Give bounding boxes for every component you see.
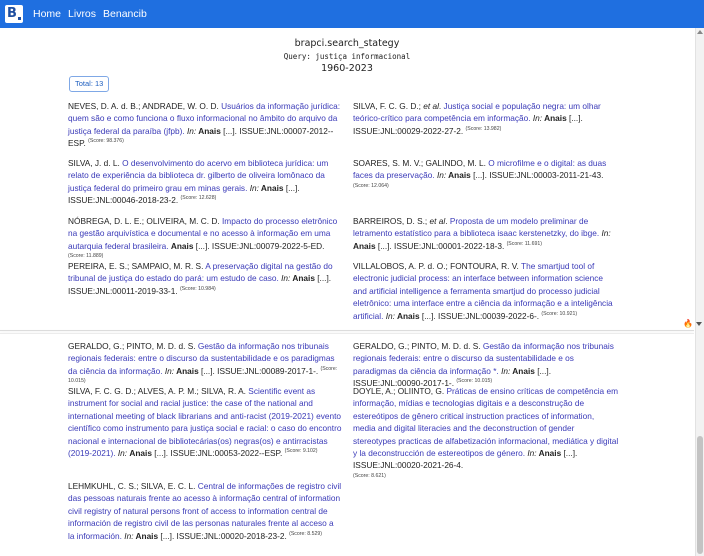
result-authors: SOARES, S. M. V.; GALINDO, M. L. [353,158,489,168]
result-score: (Score: 9.102) [284,448,318,455]
result-title-link[interactable]: The smartjud tool of electronic judicial process: an interface between information science and artificial intelligence a ferramenta smartjud do processo judicial eletrônico: uma interface entre a ciência da informação e a inteligência artificial. [353,261,613,321]
result-title-link[interactable]: Impacto do processo eletrônico na gestão arquivística e documental e no acesso à informação em uma autarquia federal brasileira. [68,216,338,251]
result-in: In: [501,365,511,376]
result-authors: LEHMKUHL, C. S.; SILVA, E. C. L. [68,481,198,491]
result-score: (Score: 10.015) [68,366,338,385]
result-authors: VILLALOBOS, A. P. d. O.; FONTOURA, R. V. [353,261,522,271]
result-issue: [...]. ISSUE:JNL:00089-2017-1-. [198,365,319,376]
result-issue: [...]. ISSUE:JNL:00003-2011-21-43. [470,170,604,181]
page-scrollbar[interactable] [695,28,704,556]
result-score: (Score: 8.529) [289,530,322,537]
result-score: (Score: 10.015) [456,378,493,385]
result-title-link[interactable]: Scientific event as instrument for social and racial justice: the case of the national and international meeting of black librarians and anti-racist (2019-2021) evento científico como instrumento para justiça social e racial: o caso do encontro nacional e internacional de bibliotecárias(os) negras(os) e antirracistas (2019-2021). [68,386,342,459]
result-in: In: [436,170,447,181]
result-in: In: [117,448,128,459]
search-strategy-title: brapci.search_stategy [294,38,400,49]
total-results-button[interactable]: Total: 13 [69,76,109,92]
result-source: Anais [353,240,376,251]
result-score: (Score: 10.921) [541,310,578,317]
result-item [68,480,342,542]
result-authors: GERALDO, G.; PINTO, M. D. d. S. [353,341,483,351]
result-in: In: [385,310,395,321]
years-range: 1960-2023 [321,63,373,74]
result-in: In: [187,125,197,136]
result-authors: SILVA, J. d. L. [68,158,123,168]
top-navbar [0,0,704,28]
query-text: Query: justiça informacional [283,52,411,61]
result-issue: [...]. ISSUE:JNL:00029-2022-27-2. [353,113,583,136]
result-score: (Score: 98.376) [88,138,124,145]
result-item [68,260,342,297]
result-issue: [...]. ISSUE:JNL:00039-2022-6-. [419,310,540,321]
result-authors: SILVA, F. C. G. D.; [353,101,424,111]
result-item [68,340,342,390]
result-in: In: [527,448,537,459]
result-source: Anais [510,365,535,376]
result-authors: DOYLE, A.; OLIINTO, G. [353,386,447,396]
result-title-link[interactable]: Central de informações de registro civil das pessoas naturais frente ao acesso à informação central of information civil registry of natural persons front of access to information central de información de registro civil de las personas naturales frente al acceso a la información. [68,481,342,541]
result-in: In: [249,182,259,193]
logo-dot [18,17,21,20]
caret-down-icon[interactable] [696,322,702,326]
result-issue: [...]. ISSUE:JNL:00020-2018-23-2. [158,530,287,541]
result-item [353,157,619,194]
result-issue: [...]. ISSUE:JNL:00079-2022-5-ED. [193,240,325,251]
logo-letter: B [7,6,17,21]
nav-home[interactable]: Home [33,8,62,20]
result-source: Anais [170,240,194,251]
result-title-link[interactable]: O microfilme e o digital: as duas faces da preservação. [353,158,607,181]
result-issue: [...]. ISSUE:JNL:00090-2017-1-. [353,365,552,389]
result-score: (Score: 11.691) [506,241,542,248]
result-score: (Score: 12.064) [353,183,389,190]
scroll-thumb[interactable] [697,436,703,554]
nav-benancib[interactable]: Benancib [103,8,147,20]
result-item [68,157,342,207]
result-item: SILVA, F. C. G. D.; et al. Justiça social e população negra: um olhar teórico-crítico para competência em informação. In: Anais [...]. ISSUE:JNL:00029-2022-27-2. $^{(Score: 13.982)}$ [353,101,601,136]
result-etal: et al [423,101,439,111]
result-in: In: [124,530,134,541]
result-in: In: [281,273,291,284]
result-score: (Score: 8.621) [353,472,386,479]
brapci-logo[interactable] [5,5,23,23]
result-title-link[interactable]: Usuários da informação jurídica: quem são e como funciona o fluxo informacional no âmbito do arquivo da justiça federal da paraíba (jfpb). [68,101,341,136]
result-source: Anais [174,365,199,376]
result-issue: [...]. ISSUE:JNL:00001-2022-18-3. [375,240,505,251]
result-item [353,385,619,480]
result-score: (Score: 12.628) [180,195,217,202]
section-divider-shadow [0,333,694,334]
result-in: In: [164,365,175,376]
result-source: Anais [536,448,562,459]
result-authors: NÓBREGA, D. L. E.; OLIVEIRA, M. C. D. [68,216,222,226]
result-title-link[interactable]: Práticas de ensino críticas de competência em informação, mídias e tecnologias digitais e a desconstrução de estereótipos de gênero critical instruction practices of information, media and digital literacies and the deconstruction of gender stereotypes practicas de alfabetización informacional, mediática y digital y la deconstrucción de estereotipos de género. [353,386,619,459]
result-score: (Score: 13.982) [465,126,502,133]
result-source: Anais [196,125,221,136]
result-title-link[interactable]: Gestão da informação nos tribunais regionais federais: entre o discurso da sustentabilidade e os paradigmas da ciência da informação *. [353,341,614,376]
nav-livros[interactable]: Livros [68,8,97,20]
result-item [68,385,342,459]
result-in: In: [532,113,543,124]
section-divider [0,330,694,331]
result-source: Anais [129,448,152,459]
result-source: Anais [133,530,159,541]
result-authors: BARREIROS, D. S.; [353,216,430,226]
result-authors: GERALDO, G.; PINTO, M. D. d. S. [68,341,198,351]
scroll-up-icon[interactable] [697,30,703,34]
result-item [68,215,342,265]
result-issue: [...]. ISSUE:JNL:00046-2018-23-2. [68,182,300,206]
result-item [68,100,342,150]
result-authors: SILVA, F. C. G. D.; ALVES, A. P. M.; SILVA, R. A. [68,386,249,396]
result-title-link[interactable]: Justiça social e população negra: um olhar teórico-crítico para competência em informação. [353,101,601,124]
result-title-link[interactable]: Proposta de um modelo preliminar de letramento estatístico para a biblioteca isaac kerstenetzky, do ibge. [353,216,600,239]
result-item [353,340,619,390]
result-issue: [...]. ISSUE:JNL:00053-2022--ESP. [151,448,283,459]
result-title-link[interactable]: A preservação digital na gestão do tribunal de justiça do estado do pará: um estudo de caso. [68,261,333,284]
result-authors: PEREIRA, E. S.; SAMPAIO, M. R. S. [68,261,206,271]
result-item [353,260,619,322]
result-title-link[interactable]: O desenvolvimento do acervo em biblioteca jurídica: um relato de experiência da biblioteca dr. gilberto de oliveira lomônaco da justiça federal do primeiro grau em minas gerais. [68,158,329,193]
result-source: Anais [290,273,315,284]
result-in: In: [601,228,611,239]
result-source: Anais [394,310,420,321]
result-source: Anais [258,182,284,193]
result-score: (Score: 11.889) [68,253,104,260]
result-source: Anais [446,170,471,181]
result-etal: et al [429,216,446,226]
result-issue: [...]. ISSUE:JNL:00011-2019-33-1. [68,273,332,296]
result-issue: [...]. ISSUE:JNL:00020-2021-26-4. [353,448,578,471]
result-authors: NEVES, D. A. d. B.; ANDRADE, W. O. D. [68,101,222,111]
result-score: (Score: 10.984) [179,286,216,293]
result-issue: [...]. ISSUE:JNL:00007-2012--ESP. [68,125,334,149]
result-source: Anais [542,113,567,124]
result-item: BARREIROS, D. S.; et al. Proposta de um modelo preliminar de letramento estatístico para a biblioteca isaac kerstenetzky, do ibge. In: Anais [...]. ISSUE:JNL:00001-2022-18-3. $^{(Score: 11.691)}$ [353,216,611,251]
result-title-link[interactable]: Gestão da informação nos tribunais regionais federais: entre o discurso da sustentabilidade e os paradigmas da ciência da informação. [68,341,335,376]
flame-icon[interactable]: 🔥 [683,319,693,328]
